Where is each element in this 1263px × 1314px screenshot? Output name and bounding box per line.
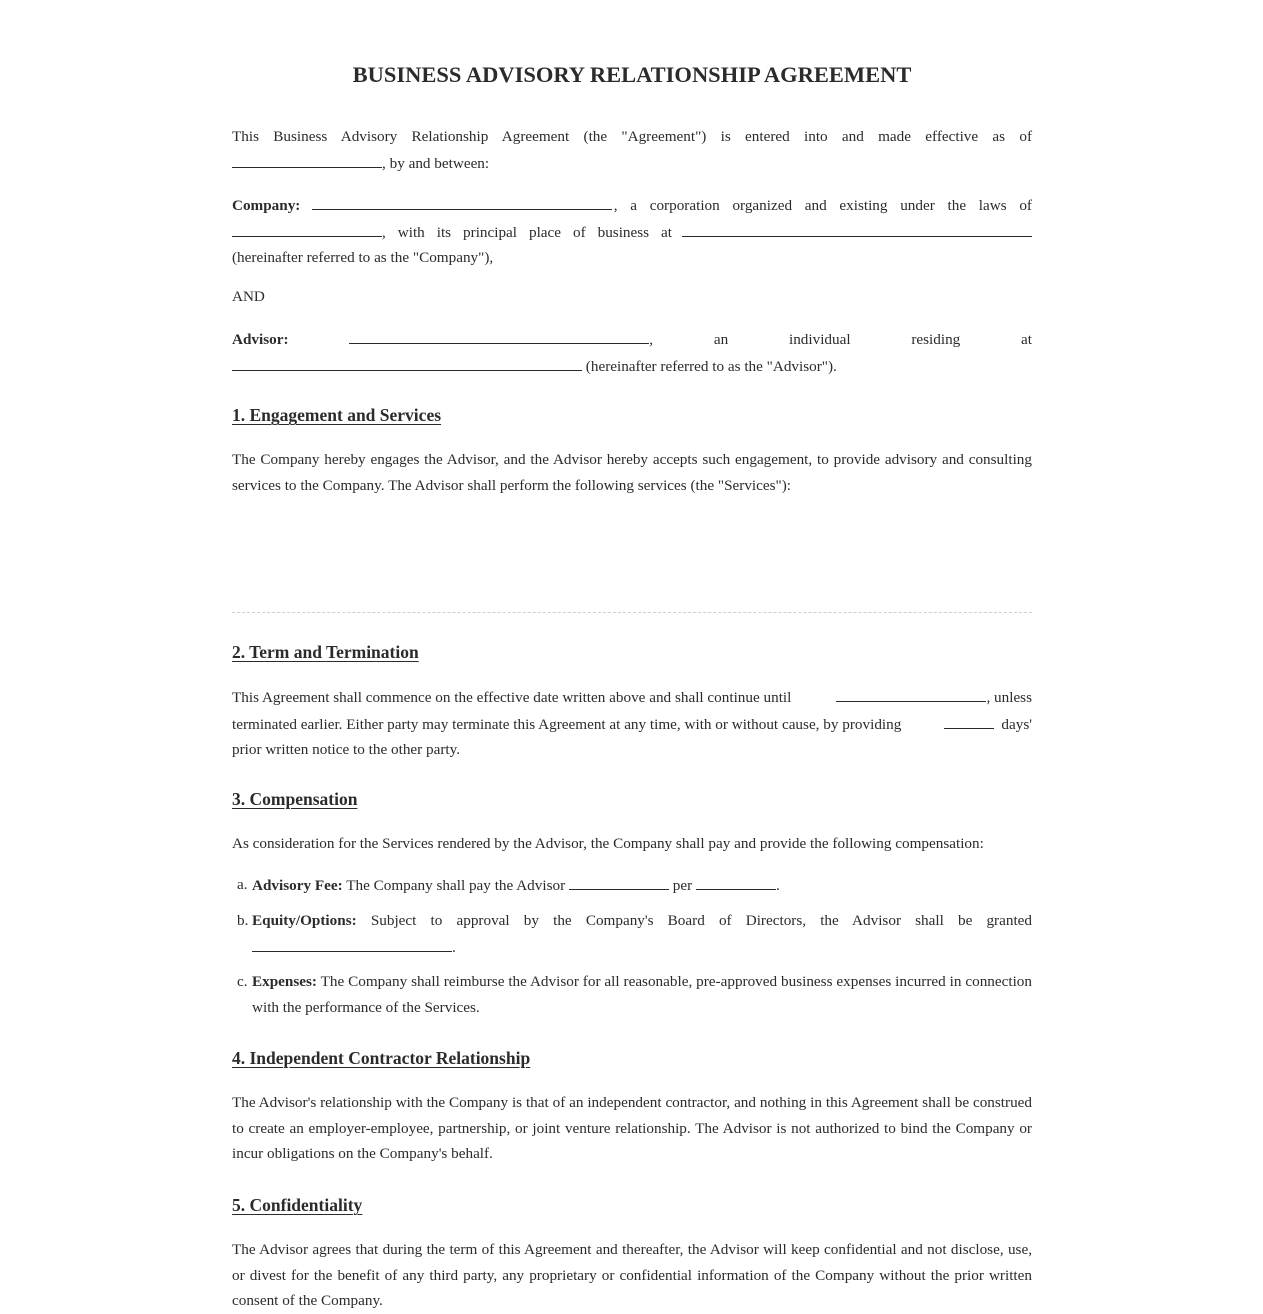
advisor-label: Advisor: bbox=[232, 331, 289, 348]
advisor-word-an: an bbox=[713, 331, 729, 348]
advisor-address-field[interactable] bbox=[232, 353, 582, 371]
company-paragraph bbox=[232, 192, 1032, 271]
intro-line-1: This Business Advisory Relationship Agreement (the "Agreement") is entered into and made effective as of bbox=[232, 128, 1032, 145]
and-text: AND bbox=[232, 288, 265, 305]
term-text-5: prior written notice to the other party. bbox=[232, 741, 461, 758]
advisor-paragraph bbox=[232, 326, 1032, 379]
list-marker: b. bbox=[237, 912, 249, 929]
company-label: Company: bbox=[232, 197, 301, 214]
company-text-1: , a corporation organized and existing under the laws of bbox=[613, 197, 1032, 214]
advisor-word-individual: individual bbox=[788, 331, 851, 348]
notice-days-field[interactable] bbox=[944, 711, 994, 729]
advisory-fee-label: Advisory Fee: bbox=[252, 877, 343, 894]
equity-label: Equity/Options: bbox=[252, 912, 357, 929]
company-address-field[interactable] bbox=[682, 219, 1032, 237]
document-title: BUSINESS ADVISORY RELATIONSHIP AGREEMENT bbox=[352, 62, 912, 87]
advisor-name-field[interactable] bbox=[349, 326, 649, 344]
advisory-fee-text: The Company shall pay the Advisor bbox=[346, 877, 566, 894]
section-4-body: The Advisor's relationship with the Company is that of an independent contractor, and nothing in this Agreement shall be construed to create an employer-employee, partnership, or joint venture relationship. The Advisor is not authorized to bind the Company or incur obligations on the Company's behalf. bbox=[232, 1094, 1032, 1162]
services-divider bbox=[232, 612, 1032, 613]
section-5-body: The Advisor agrees that during the term of this Agreement and thereafter, the Advisor will keep confidential and not disclose, use, or divest for the benefit of any third party, any proprietary or confidential information of the Company without the prior written consent of the Company. bbox=[232, 1241, 1032, 1309]
section-3-heading: 3. Compensation bbox=[232, 789, 358, 809]
term-text-3: terminated earlier. Either party may terminate this Agreement at any time, with or without cause, by providing bbox=[232, 715, 902, 733]
effective-date-field[interactable] bbox=[232, 150, 382, 168]
company-text-3: (hereinafter referred to as the "Company"), bbox=[232, 249, 494, 266]
intro-line-2: , by and between: bbox=[382, 154, 490, 172]
list-marker: a. bbox=[237, 876, 248, 893]
intro-paragraph bbox=[232, 124, 1032, 176]
expenses-label: Expenses: bbox=[252, 973, 317, 990]
company-text-2: , with its principal place of business at bbox=[382, 223, 672, 241]
section-2-body bbox=[232, 684, 1032, 763]
section-2-heading: 2. Term and Termination bbox=[232, 642, 419, 662]
advisor-comma: , bbox=[649, 331, 654, 348]
section-4-heading: 4. Independent Contractor Relationship bbox=[232, 1048, 531, 1068]
fee-amount-field[interactable] bbox=[569, 872, 669, 890]
term-end-date-field[interactable] bbox=[836, 684, 986, 702]
term-text-1: This Agreement shall commence on the effective date written above and shall continue until bbox=[232, 689, 792, 706]
list-marker: c. bbox=[237, 973, 248, 990]
section-1-body: The Company hereby engages the Advisor, and the Advisor hereby accepts such engagement, to provide advisory and consulting services to the Company. The Advisor shall perform the following services (the "Services"): bbox=[232, 451, 1032, 494]
advisor-text-2: (hereinafter referred to as the "Advisor"). bbox=[585, 357, 837, 375]
advisor-word-at: at bbox=[1021, 331, 1032, 348]
fee-period-field[interactable] bbox=[696, 872, 776, 890]
term-text-2: , unless bbox=[986, 689, 1032, 706]
company-jurisdiction-field[interactable] bbox=[232, 219, 382, 237]
section-3-intro: As consideration for the Services rendered by the Advisor, the Company shall pay and provide the following compensation: bbox=[232, 835, 984, 852]
advisor-word-residing: residing bbox=[911, 331, 961, 348]
advisory-fee-end: . bbox=[775, 877, 780, 894]
company-name-field[interactable] bbox=[312, 192, 612, 210]
advisory-fee-per: per bbox=[672, 877, 693, 894]
section-5-heading: 5. Confidentiality bbox=[232, 1195, 363, 1215]
equity-grant-field[interactable] bbox=[252, 934, 452, 952]
equity-end: . bbox=[452, 938, 456, 956]
section-1-heading: 1. Engagement and Services bbox=[232, 405, 442, 425]
term-text-4: days' bbox=[1001, 715, 1032, 733]
equity-text: Subject to approval by the Company's Board of Directors, the Advisor shall be granted bbox=[370, 912, 1033, 929]
expenses-text: The Company shall reimburse the Advisor for all reasonable, pre-approved business expenses incurred in connection with the performance of the Services. bbox=[252, 973, 1032, 1016]
